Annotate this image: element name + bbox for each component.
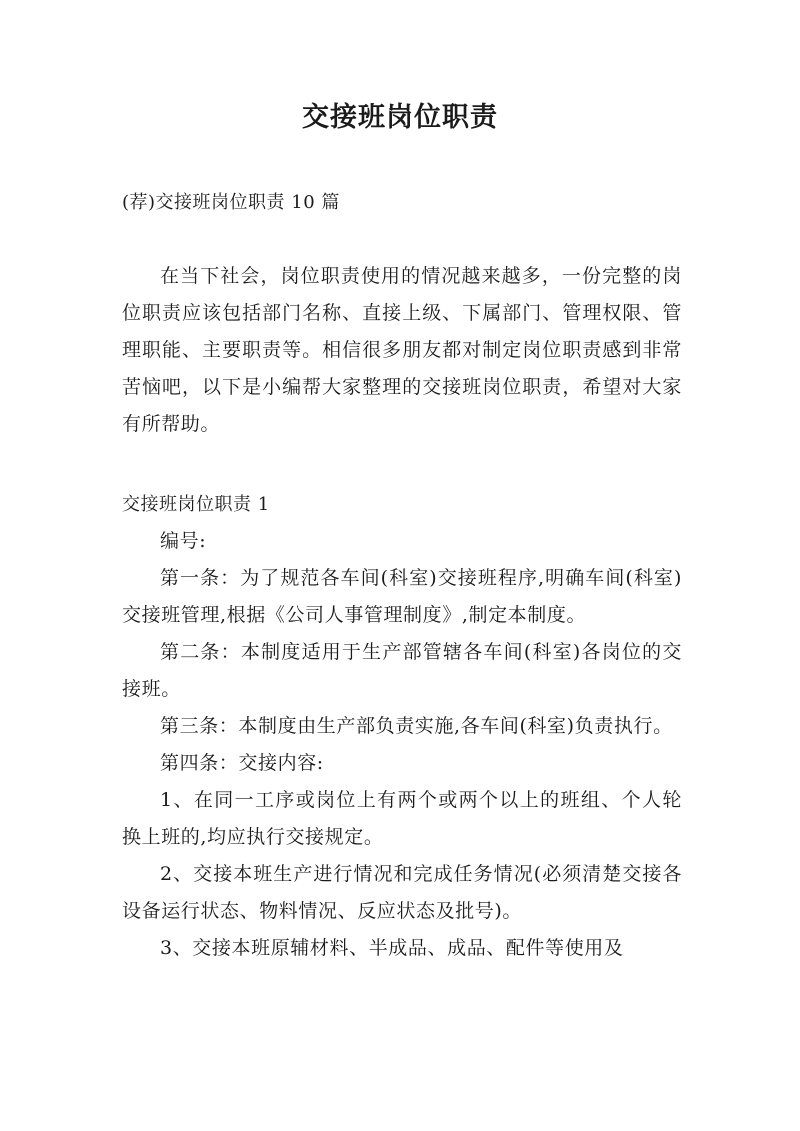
paragraph-article-3: 第三条：本制度由生产部负责实施,各车间(科室)负责执行。 xyxy=(160,715,673,737)
intro-section xyxy=(122,258,682,443)
intro-paragraph: 在当下社会，岗位职责使用的情况越来越多，一份完整的岗位职责应该包括部门名称、直接上级、下属部门、管理权限、管理职能、主要职责等。相信很多朋友都对制定岗位职责感到非常苦恼吧，以下是小编帮大家整理的交接班岗位职责，希望对大家有所帮助。 xyxy=(122,265,682,435)
paragraph-item-3: 3、交接本班原辅材料、半成品、成品、配件等使用及 xyxy=(160,937,624,959)
paragraph-number: 编号: xyxy=(160,530,207,552)
paragraph-article-2: 第二条：本制度适用于生产部管辖各车间(科室)各岗位的交接班。 xyxy=(122,641,682,700)
section-1-heading: 交接班岗位职责 1 xyxy=(122,494,270,515)
paragraph-article-1: 第一条：为了规范各车间(科室)交接班程序,明确车间(科室)交接班管理,根据《公司人事管理制度》,制定本制度。 xyxy=(122,567,682,626)
paragraph-article-4: 第四条：交接内容: xyxy=(160,752,324,774)
paragraph-item-2: 2、交接本班生产进行情况和完成任务情况(必须清楚交接各设备运行状态、物料情况、反应状态及批号)。 xyxy=(122,863,682,922)
document-subtitle: (荐)交接班岗位职责 10 篇 xyxy=(122,192,340,213)
section-1 xyxy=(122,486,682,967)
paragraph-item-1: 1、在同一工序或岗位上有两个或两个以上的班组、个人轮换上班的,均应执行交接规定。 xyxy=(122,789,682,848)
document-title: 交接班岗位职责 xyxy=(302,102,498,133)
